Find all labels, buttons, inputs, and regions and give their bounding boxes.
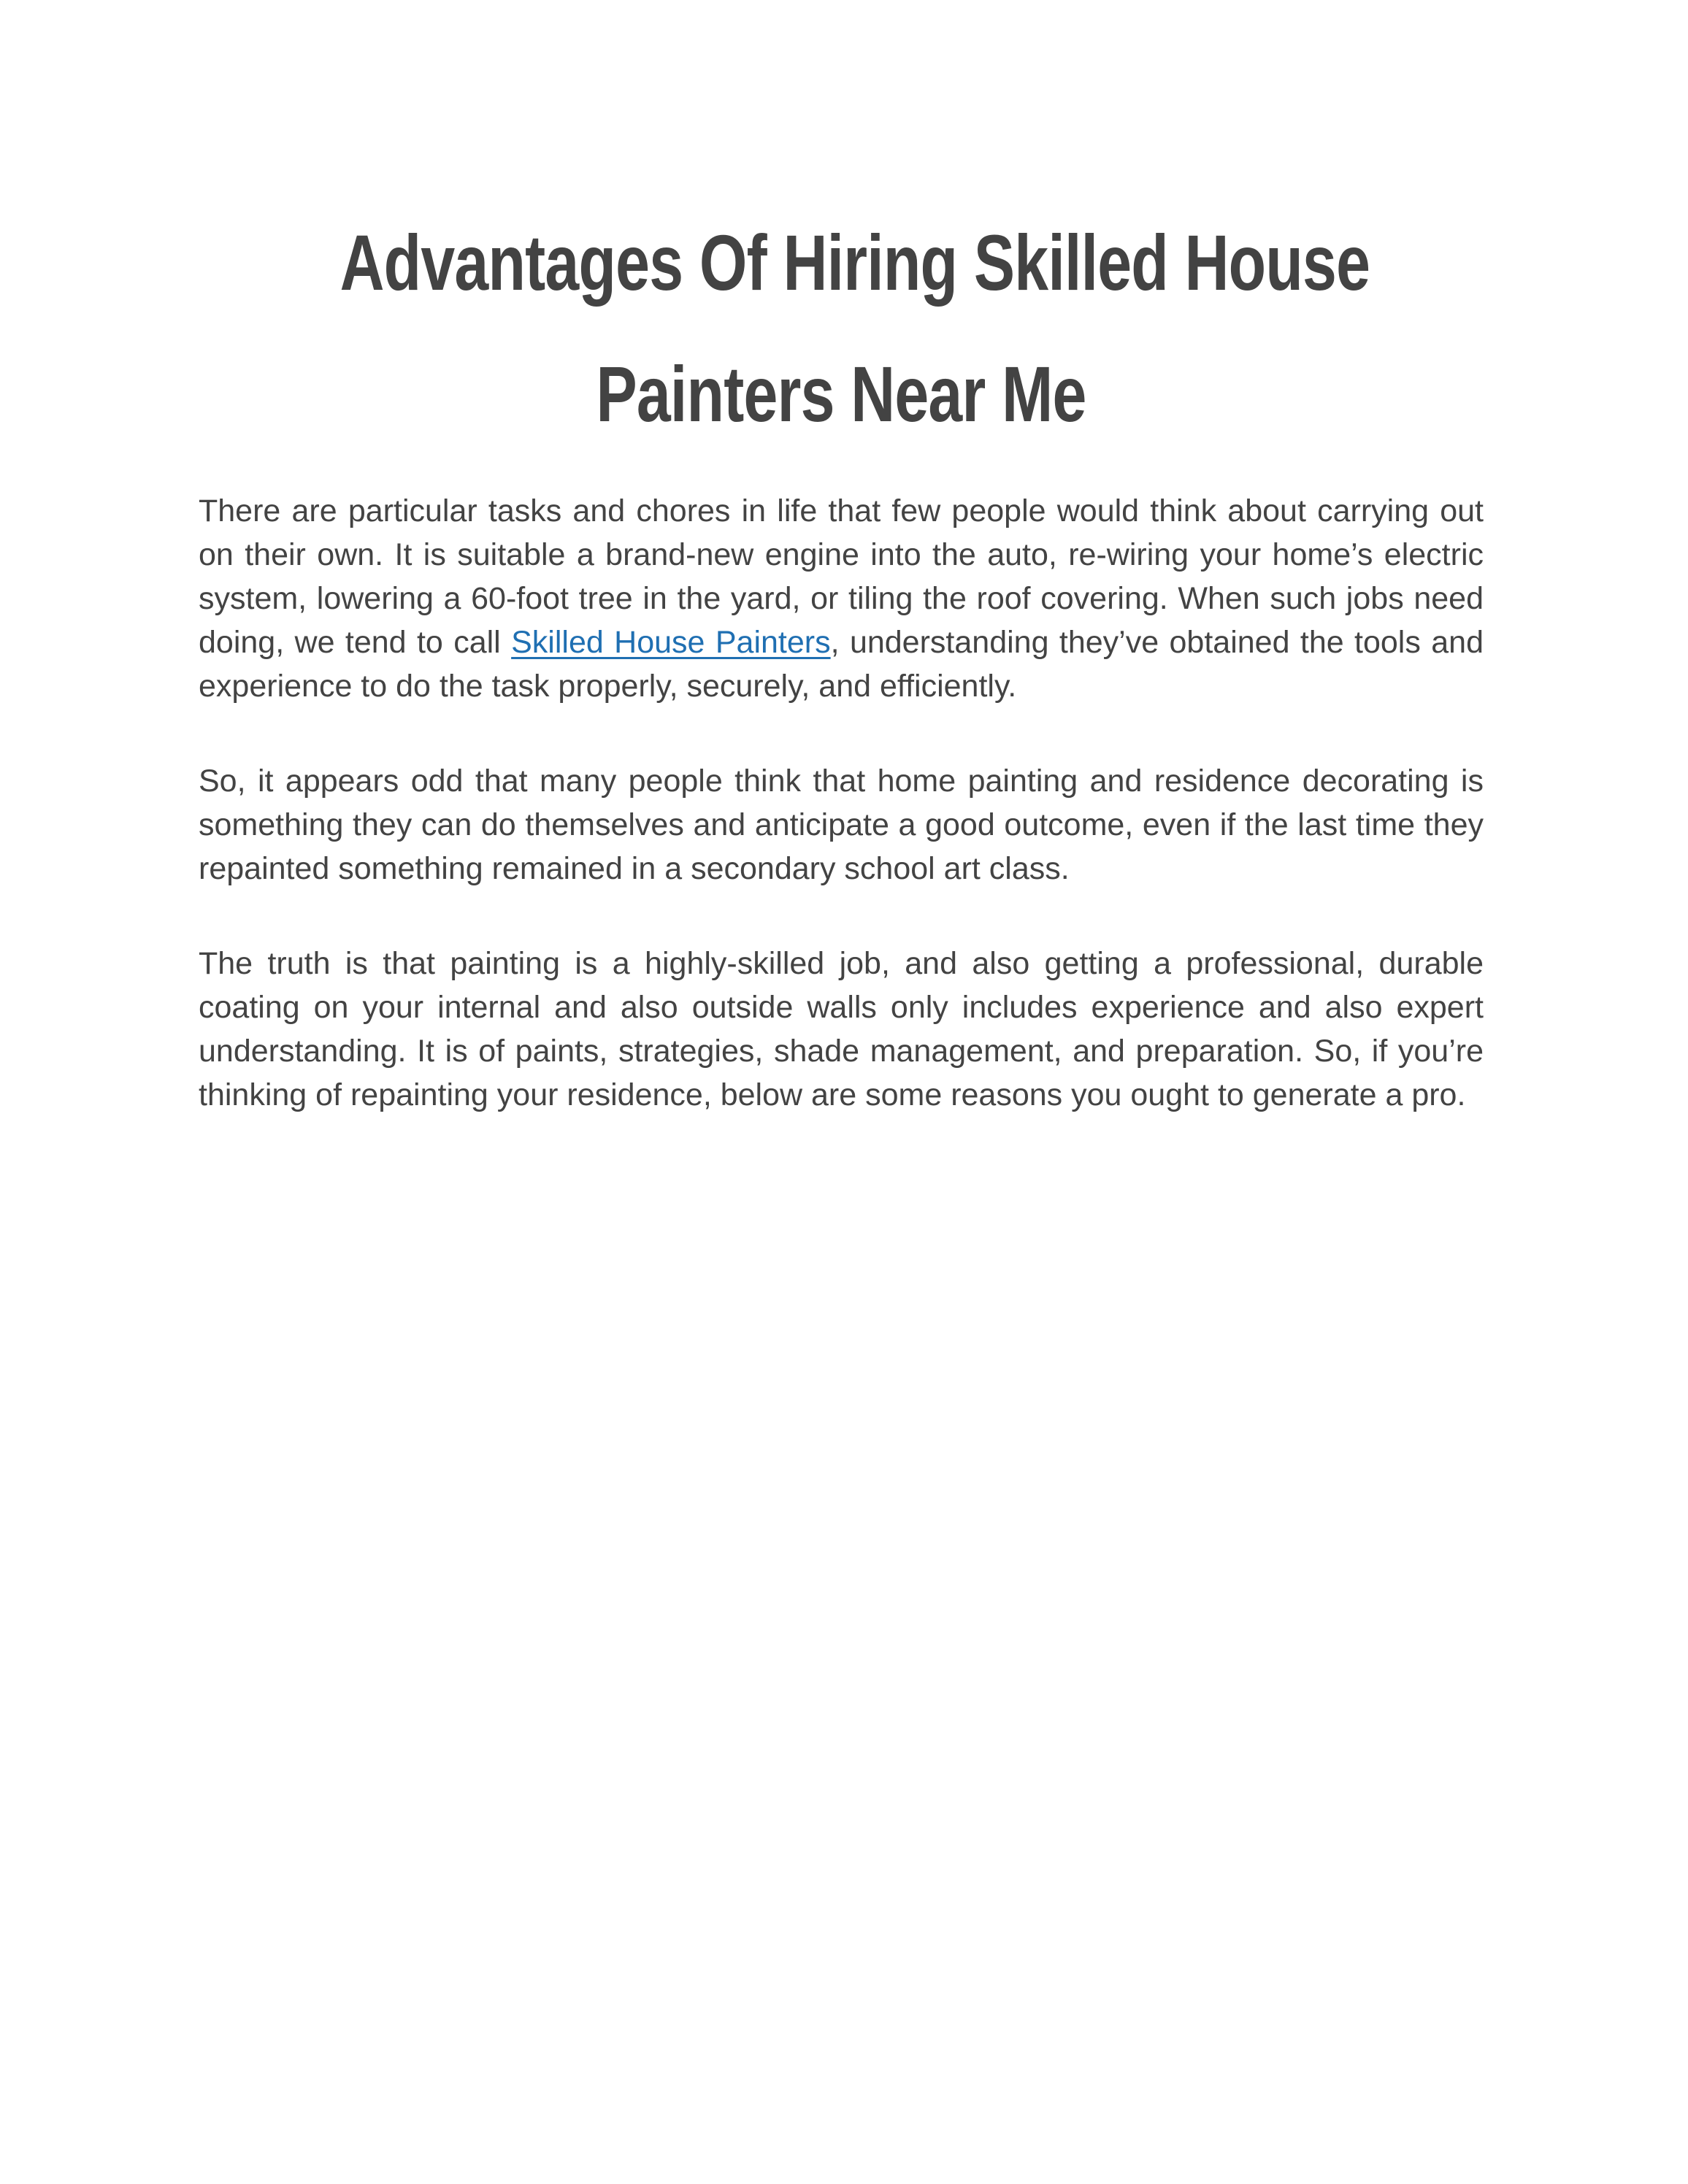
- paragraph-intro-text-after-link: , understanding they’ve obtained the tools and experience to do the task properly, securely, and efficiently.: [199, 625, 1484, 704]
- paragraph-intro-text-before-link: There are particular tasks and chores in life that few people would think about carrying out on their own. It is suitable a brand-new engine into the auto, re-wiring your home’s electric system, lowering a 60-foot tree in the yard, or tiling the roof covering. When such jobs need doing, we tend to call: [199, 493, 1484, 660]
- skilled-house-painters-link[interactable]: Skilled House Painters: [511, 625, 831, 660]
- paragraph-skilled-job: The truth is that painting is a highly-skilled job, and also getting a professional, durable coating on your internal and also outside walls only includes experience and also expert understanding. It is of paints, strategies, shade management, and preparation. So, if you’re thinking of repainting your residence, below are some reasons you ought to generate a pro.: [199, 946, 1484, 1112]
- document-page: [199, 197, 1484, 1168]
- paragraph-diy-painting: So, it appears odd that many people think that home painting and residence decorating is something they can do themselves and anticipate a good outcome, even if the last time they repainted something remained in a secondary school art class.: [199, 764, 1484, 886]
- page-title-line-1: Advantages Of Hiring Skilled House: [339, 218, 1370, 307]
- paragraph-intro: [199, 489, 1484, 708]
- page-title: [339, 197, 1370, 460]
- page-title-line-2: Painters Near Me: [596, 350, 1086, 438]
